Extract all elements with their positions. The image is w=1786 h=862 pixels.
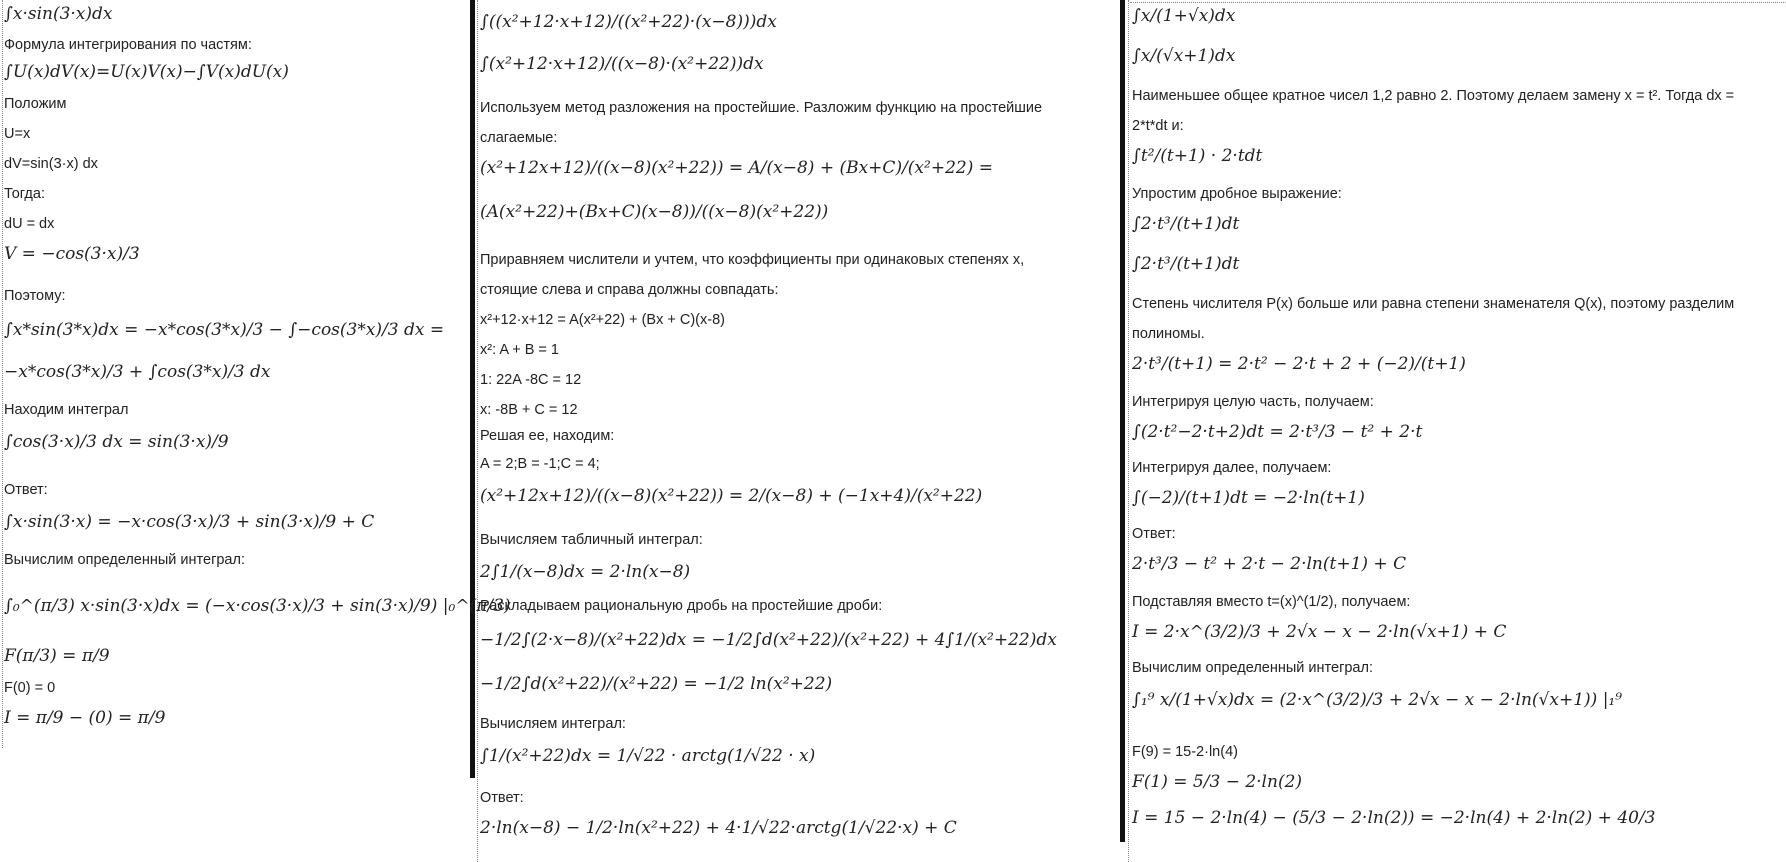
text-line: Используем метод разложения на простейшие. Разложим функцию на простейшие	[480, 100, 1043, 116]
text-line: Поэтому:	[4, 288, 66, 304]
text-line: F(0) = 0	[4, 680, 56, 696]
text-line: Ответ:	[1132, 526, 1176, 542]
math-line: ∫1/(x²+22)dx = 1/√22 · arctg(1/√22 · x)	[480, 746, 816, 766]
text-line: полиномы.	[1132, 326, 1205, 342]
text-line: Находим интеграл	[4, 402, 129, 418]
text-line: Раскладываем рациональную дробь на простейшие дроби:	[480, 598, 883, 614]
math-line: (A(x²+22)+(Bx+C)(x−8))/((x−8)(x²+22))	[480, 202, 829, 222]
math-line: −x*cos(3*x)/3 + ∫cos(3*x)/3 dx	[4, 362, 271, 382]
text-line: x: -8B + C = 12	[480, 402, 578, 418]
text-line: A = 2;B = -1;C = 4;	[480, 456, 600, 472]
text-line: dV=sin(3·x) dx	[4, 156, 98, 172]
math-line: ∫U(x)dV(x)=U(x)V(x)−∫V(x)dU(x)	[4, 62, 289, 82]
text-line: 2*t*dt и:	[1132, 118, 1184, 134]
math-line: ∫x*sin(3*x)dx = −x*cos(3*x)/3 − ∫−cos(3*x)/3 dx =	[4, 320, 445, 340]
math-line: ∫₀^(π/3) x·sin(3·x)dx = (−x·cos(3·x)/3 + sin(3·x)/9) |₀^(π/3)	[4, 596, 511, 616]
math-line: 2∫1/(x−8)dx = 2·ln(x−8)	[480, 562, 691, 582]
text-line: Вычисляем интеграл:	[480, 716, 626, 732]
text-line: Ответ:	[4, 482, 48, 498]
text-line: U=x	[4, 126, 31, 142]
math-line: ∫t²/(t+1) · 2·tdt	[1132, 146, 1263, 166]
text-line: Решая ее, находим:	[480, 428, 615, 444]
math-line: ∫2·t³/(t+1)dt	[1132, 254, 1240, 274]
math-line: ∫(x²+12·x+12)/((x−8)·(x²+22))dx	[480, 54, 764, 74]
text-line: Упростим дробное выражение:	[1132, 186, 1342, 202]
text-line: x²: A + B = 1	[480, 342, 559, 358]
text-line: Вычислим определенный интеграл:	[1132, 660, 1373, 676]
math-line: ∫x·sin(3·x)dx	[4, 4, 113, 24]
text-line: Тогда:	[4, 186, 45, 202]
math-line: F(π/3) = π/9	[4, 646, 110, 666]
column3-top-dotted-border	[1130, 2, 1786, 3]
column3-left-divider	[1120, 0, 1125, 842]
math-line: −1/2∫d(x²+22)/(x²+22) = −1/2 ln(x²+22)	[480, 674, 833, 694]
column2-left-dotted-border	[477, 0, 478, 862]
text-line: Приравняем числители и учтем, что коэффициенты при одинаковых степенях x,	[480, 252, 1025, 268]
text-line: dU = dx	[4, 216, 55, 232]
math-line: −1/2∫(2·x−8)/(x²+22)dx = −1/2∫d(x²+22)/(x²+22) + 4∫1/(x²+22)dx	[480, 630, 1057, 650]
math-line: (x²+12x+12)/((x−8)(x²+22)) = A/(x−8) + (Bx+C)/(x²+22) =	[480, 158, 993, 178]
math-line: ∫(−2)/(t+1)dt = −2·ln(t+1)	[1132, 488, 1365, 508]
text-line: стоящие слева и справа должны совпадать:	[480, 282, 779, 298]
text-line: Степень числителя P(x) больше или равна степени знаменателя Q(x), поэтому разделим	[1132, 296, 1735, 312]
text-line: 1: 22A -8C = 12	[480, 372, 582, 388]
math-line: ∫(2·t²−2·t+2)dt = 2·t³/3 − t² + 2·t	[1132, 422, 1423, 442]
math-line: ∫2·t³/(t+1)dt	[1132, 214, 1240, 234]
column3-left-dotted-border	[1128, 0, 1129, 862]
math-line: I = π/9 − (0) = π/9	[4, 708, 166, 728]
text-line: Положим	[4, 96, 67, 112]
math-line: ∫((x²+12·x+12)/((x²+22)·(x−8)))dx	[480, 12, 777, 32]
text-line: Интегрируя далее, получаем:	[1132, 460, 1332, 476]
text-line: Интегрируя целую часть, получаем:	[1132, 394, 1374, 410]
text-line: F(9) = 15-2·ln(4)	[1132, 744, 1238, 760]
text-line: Подставляя вместо t=(x)^(1/2), получаем:	[1132, 594, 1411, 610]
math-line: I = 15 − 2·ln(4) − (5/3 − 2·ln(2)) = −2·ln(4) + 2·ln(2) + 40/3	[1132, 808, 1656, 828]
math-line: V = −cos(3·x)/3	[4, 244, 140, 264]
math-line: ∫x·sin(3·x) = −x·cos(3·x)/3 + sin(3·x)/9 + C	[4, 512, 375, 532]
text-line: Вычислим определенный интеграл:	[4, 552, 245, 568]
text-line: Формула интегрирования по частям:	[4, 37, 252, 53]
text-line: Вычисляем табличный интеграл:	[480, 532, 703, 548]
math-line: ∫cos(3·x)/3 dx = sin(3·x)/9	[4, 432, 229, 452]
math-line: ∫₁⁹ x/(1+√x)dx = (2·x^(3/2)/3 + 2√x − x − 2·ln(√x+1)) |₁⁹	[1132, 690, 1623, 710]
math-line: I = 2·x^(3/2)/3 + 2√x − x − 2·ln(√x+1) + C	[1132, 622, 1507, 642]
text-line: Ответ:	[480, 790, 524, 806]
text-line: слагаемые:	[480, 130, 558, 146]
math-line: 2·t³/(t+1) = 2·t² − 2·t + 2 + (−2)/(t+1)	[1132, 354, 1466, 374]
math-line: ∫x/(1+√x)dx	[1132, 6, 1236, 26]
math-line: ∫x/(√x+1)dx	[1132, 46, 1236, 66]
column1-left-dotted-border	[2, 0, 3, 748]
math-line: 2·t³/3 − t² + 2·t − 2·ln(t+1) + C	[1132, 554, 1407, 574]
math-line: F(1) = 5/3 − 2·ln(2)	[1132, 772, 1303, 792]
text-line: x²+12·x+12 = A(x²+22) + (Bx + C)(x-8)	[480, 312, 725, 328]
math-line: 2·ln(x−8) − 1/2·ln(x²+22) + 4·1/√22·arctg(1/√22·x) + C	[480, 818, 957, 838]
math-line: (x²+12x+12)/((x−8)(x²+22)) = 2/(x−8) + (−1x+4)/(x²+22)	[480, 486, 983, 506]
column2-left-divider	[470, 0, 475, 778]
text-line: Наименьшее общее кратное чисел 1,2 равно 2. Поэтому делаем замену x = t². Тогда dx =	[1132, 88, 1735, 104]
